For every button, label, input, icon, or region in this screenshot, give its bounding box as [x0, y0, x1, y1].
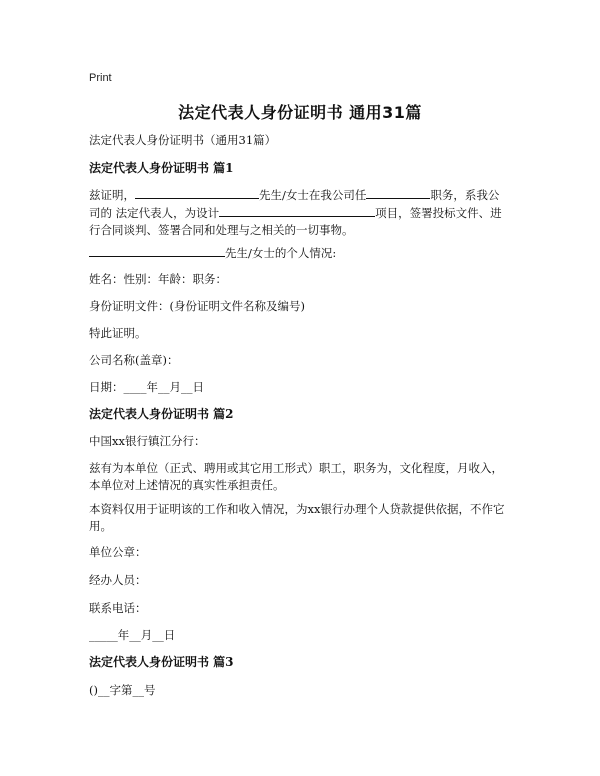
section-1-paragraph-4: 身份证明文件：(身份证明文件名称及编号) [89, 299, 305, 313]
text-segment: 司的 法定代表人，为设计 [89, 206, 220, 220]
blank-line [219, 204, 375, 217]
section-2-paragraph-3-line-2: 用。 [89, 519, 112, 533]
section-1-paragraph-1-line-1 [89, 186, 521, 204]
section-2-paragraph-5: 经办人员： [89, 573, 147, 587]
text-segment: 先生/女士在我公司任 [259, 188, 367, 202]
section-2-paragraph-1: 中国xx银行镇江分行： [89, 434, 206, 448]
section-1-paragraph-1-line-3: 行合同谈判、签署合同和处理与之相关的一切事物。 [89, 223, 354, 237]
text-segment: 兹证明， [89, 188, 135, 202]
section-3-paragraph-1: ()__字第__号 [89, 683, 156, 697]
section-1-paragraph-2 [89, 244, 521, 262]
section-2-paragraph-7: _____年__月__日 [89, 628, 176, 642]
text-segment: 项目，签署投标文件、进 [375, 206, 502, 220]
section-2-paragraph-3-line-1: 本资料仅用于证明该的工作和收入情况，为xx银行办理个人贷款提供依据，不作它 [89, 502, 505, 516]
section-2-paragraph-2-line-1: 兹有为本单位（正式、聘用或其它用工形式）职工，职务为，文化程度，月收入， [89, 461, 503, 475]
print-label[interactable]: Print [89, 72, 112, 84]
section-1-paragraph-6: 公司名称(盖章)： [89, 353, 179, 367]
section-1-paragraph-7: 日期：____年__月__日 [89, 380, 204, 394]
section-2-paragraph-4: 单位公章： [89, 545, 147, 559]
section-2-paragraph-2-line-2: 本单位对上述情况的真实性承担责任。 [89, 478, 285, 492]
text-segment: 先生/女士的个人情况: [225, 246, 337, 260]
blank-line [89, 244, 225, 257]
document-title: 法定代表人身份证明书 通用31篇 [178, 103, 422, 122]
document-subtitle: 法定代表人身份证明书（通用31篇） [89, 133, 277, 147]
section-1-paragraph-1-line-2 [89, 204, 521, 222]
section-2-paragraph-6: 联系电话： [89, 601, 147, 615]
text-segment: 职务，系我公 [430, 188, 500, 202]
section-2-heading: 法定代表人身份证明书 篇2 [89, 407, 234, 421]
blank-line [366, 186, 430, 199]
section-1-paragraph-3: 姓名：性别：年龄：职务： [89, 272, 227, 286]
section-2-paragraph-2 [89, 460, 521, 494]
section-2-paragraph-3 [89, 501, 521, 535]
section-3-heading: 法定代表人身份证明书 篇3 [89, 655, 234, 669]
section-1-paragraph-5: 特此证明。 [89, 326, 147, 340]
section-1-paragraph-1 [89, 186, 521, 239]
section-1-heading: 法定代表人身份证明书 篇1 [89, 161, 234, 175]
blank-line [135, 186, 259, 199]
